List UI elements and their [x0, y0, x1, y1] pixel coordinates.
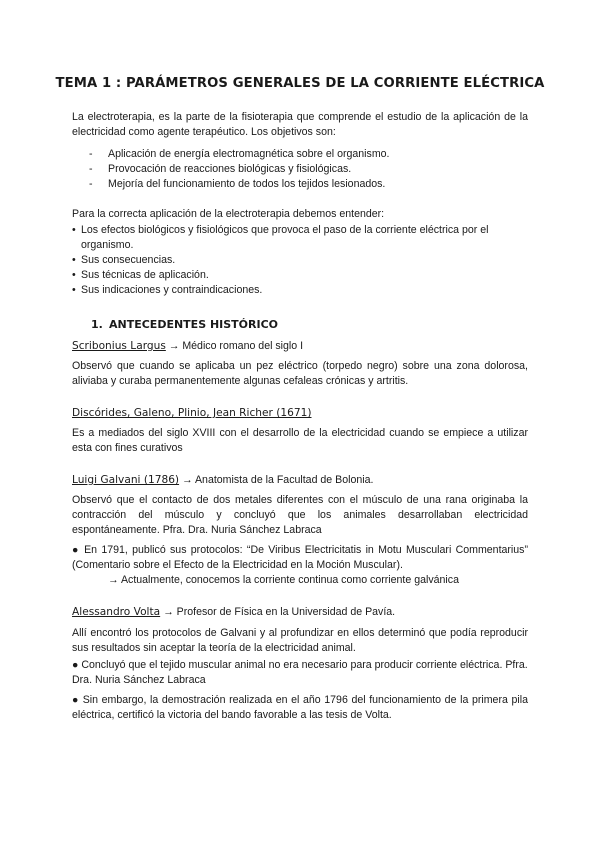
understand-list: [72, 223, 528, 298]
list-item: • Sus técnicas de aplicación.: [72, 269, 209, 281]
galvani-heading: Luigi Galvani (1786) → Anatomista de la Facultad de Bolonia.: [72, 474, 374, 486]
list-item: - Aplicación de energía electromagnética sobre el organismo.: [89, 148, 390, 160]
understand-intro: Para la correcta aplicación de la electroterapia debemos entender:: [72, 208, 385, 220]
section-heading: 1. ANTECEDENTES HISTÓRICO: [91, 318, 279, 331]
scribonius-heading: Scribonius Largus → Médico romano del siglo I: [72, 340, 304, 352]
list-item: • Sus indicaciones y contraindicaciones.: [72, 284, 263, 296]
galvani-text: Observó que el contacto de dos metales diferentes con el músculo de una rana originaba la contracción del músculo y concluyó que los animales desarrollaban electricidad espontáneamente. Pfra. Dra. Nuria Sánchez Labraca: [72, 494, 528, 536]
intro-paragraph: La electroterapia, es la parte de la fisioterapia que comprende el estudio de la aplicación de la electricidad como agente terapéutico. Los objetivos son:: [72, 111, 528, 138]
objectives-list: [89, 147, 390, 192]
list-item: • Los efectos biológicos y fisiológicos que provoca el paso de la corriente eléctrica por el organismo.: [72, 224, 489, 251]
volta-bullet-1: ● Concluyó que el tejido muscular animal no era necesario para producir corriente eléctrica. Pfra. Dra. Nuria Sánchez Labraca: [72, 659, 528, 686]
dioscorides-text: Es a mediados del siglo XVIII con el desarrollo de la electricidad cuando se empiece a utilizar esta con fines curativos: [72, 427, 528, 454]
galvani-note: → Actualmente, conocemos la corriente continua como corriente galvánica: [108, 574, 459, 586]
scribonius-text: Observó que cuando se aplicaba un pez eléctrico (torpedo negro) sobre una zona dolorosa, aliviaba y curaba permanentemente algunas cefaleas crónicas y artritis.: [72, 360, 528, 387]
volta-text: Allí encontró los protocolos de Galvani y al profundizar en ellos determinó que podía reproducir sus resultados sin aceptar la teoría de la electricidad animal.: [72, 627, 528, 654]
galvani-bullet: ● En 1791, publicó sus protocolos: “De Viribus Electricitatis in Motu Musculari Commentarius” (Comentario sobre el Efecto de la Electricidad en la Moción Muscular).: [72, 544, 529, 571]
dioscorides-heading: Discórides, Galeno, Plinio, Jean Richer (1671): [72, 407, 312, 419]
volta-bullet-2: ● Sin embargo, la demostración realizada en el año 1796 del funcionamiento de la primera pila eléctrica, certificó la victoria del bando favorable a las tesis de Volta.: [72, 694, 528, 721]
list-item: - Provocación de reacciones biológicas y fisiológicas.: [89, 163, 352, 175]
volta-heading: Alessandro Volta → Profesor de Física en la Universidad de Pavía.: [72, 606, 396, 618]
list-item: - Mejoría del funcionamiento de todos los tejidos lesionados.: [89, 178, 386, 190]
page-title: TEMA 1 : PARÁMETROS GENERALES DE LA CORRIENTE ELÉCTRICA: [55, 76, 545, 91]
list-item: • Sus consecuencias.: [72, 254, 176, 266]
